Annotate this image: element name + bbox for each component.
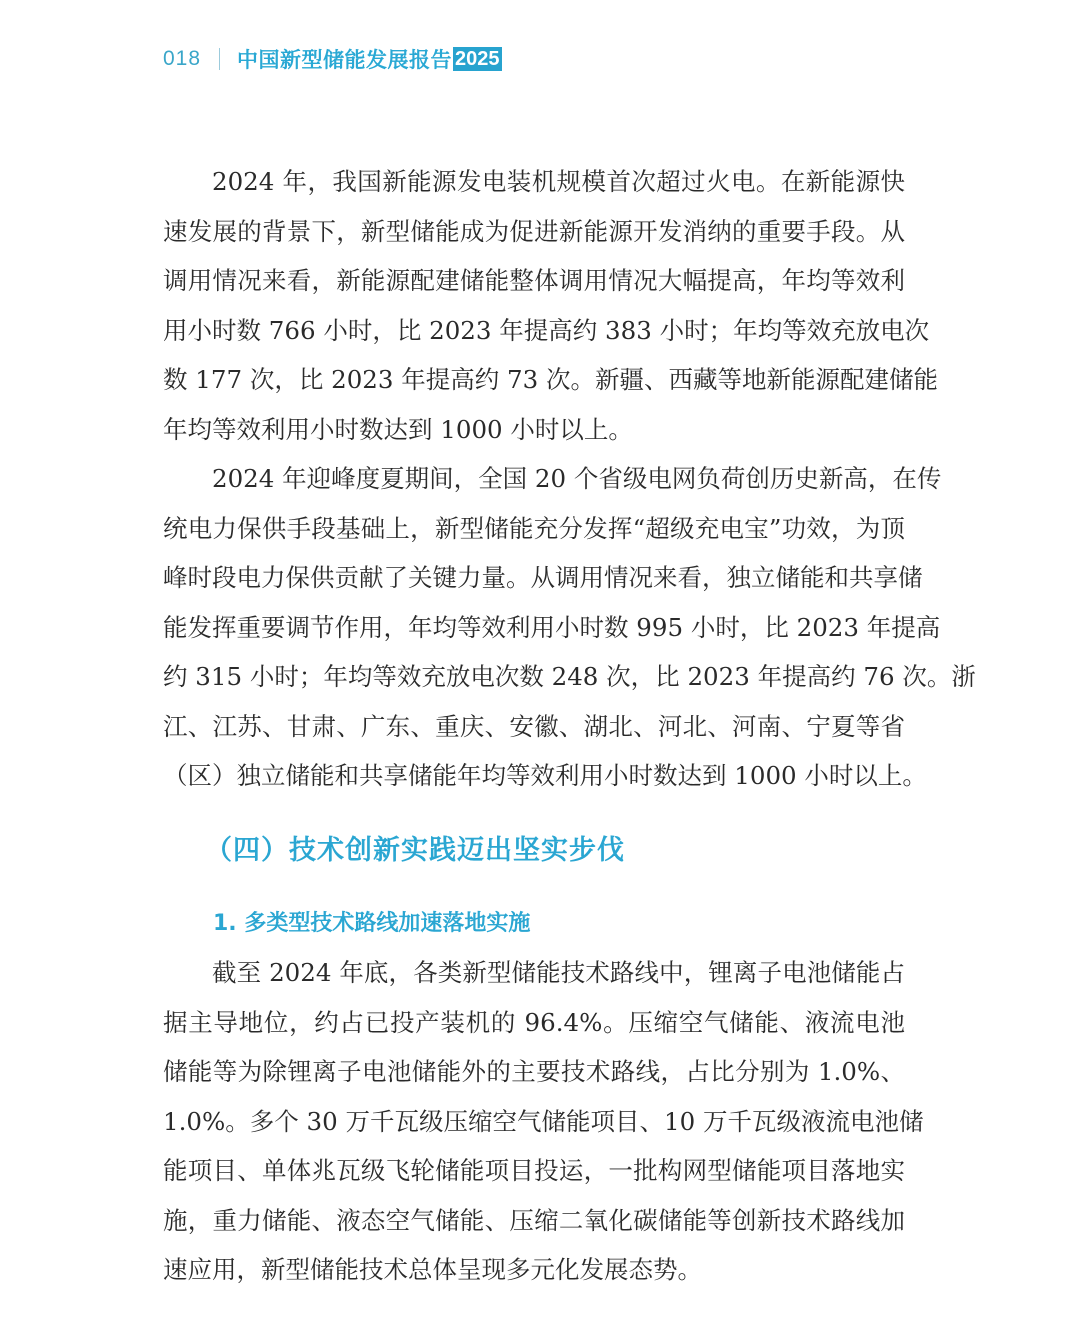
subsection-heading: 1. 多类型技术路线加速落地实施 xyxy=(213,911,531,936)
text-line: 统电力保供手段基础上，新型储能充分发挥“超级充电宝”功效，为顶 xyxy=(163,513,905,543)
text-line: 数 177 次，比 2023 年提高约 73 次。新疆、西藏等地新能源配建储能 xyxy=(163,365,939,394)
running-title: 中国新型储能发展报告 xyxy=(237,49,453,72)
text-line: 峰时段电力保供贡献了关键力量。从调用情况来看，独立储能和共享储 xyxy=(163,563,923,592)
section-heading: （四）技术创新实践迈出坚实步伐 xyxy=(205,835,625,866)
text-line: 施，重力储能、液态空气储能、压缩二氧化碳储能等创新技术路线加 xyxy=(163,1205,905,1235)
year-badge: 2025 xyxy=(455,48,500,70)
text-line: 年均等效利用小时数达到 1000 小时以上。 xyxy=(163,414,633,444)
page-number: 018 xyxy=(163,47,202,70)
paragraph-1 xyxy=(163,157,939,454)
header-divider xyxy=(219,48,220,70)
text-line: 速应用，新型储能技术总体呈现多元化发展态势。 xyxy=(163,1255,702,1284)
text-line: 储能等为除锂离子电池储能外的主要技术路线，占比分别为 1.0%、 xyxy=(163,1057,905,1086)
running-header xyxy=(163,44,502,74)
text-line: 截至 2024 年底，各类新型储能技术路线中，锂离子电池储能占 xyxy=(212,958,905,987)
text-line: 调用情况来看，新能源配建储能整体调用情况大幅提高，年均等效利 xyxy=(163,266,905,295)
text-line: 能发挥重要调节作用，年均等效利用小时数 995 小时，比 2023 年提高 xyxy=(163,612,941,642)
paragraph-3 xyxy=(163,948,924,1295)
text-line: 2024 年迎峰度夏期间，全国 20 个省级电网负荷创历史新高，在传 xyxy=(212,464,942,493)
paragraph-2 xyxy=(163,454,976,801)
text-line: 用小时数 766 小时，比 2023 年提高约 383 小时；年均等效充放电次 xyxy=(163,315,930,345)
text-line: （区）独立储能和共享储能年均等效利用小时数达到 1000 小时以上。 xyxy=(163,761,927,790)
text-line: 约 315 小时；年均等效充放电次数 248 次，比 2023 年提高约 76 次。浙 xyxy=(163,662,976,691)
text-line: 江、江苏、甘肃、广东、重庆、安徽、湖北、河北、河南、宁夏等省 xyxy=(163,711,905,741)
text-line: 能项目、单体兆瓦级飞轮储能项目投运，一批构网型储能项目落地实 xyxy=(163,1156,905,1185)
text-line: 速发展的背景下，新型储能成为促进新能源开发消纳的重要手段。从 xyxy=(163,216,905,246)
text-line: 1.0%。多个 30 万千瓦级压缩空气储能项目、10 万千瓦级液流电池储 xyxy=(163,1106,924,1136)
text-line: 据主导地位，约占已投产装机的 96.4%。压缩空气储能、液流电池 xyxy=(163,1007,905,1037)
text-line: 2024 年，我国新能源发电装机规模首次超过火电。在新能源快 xyxy=(212,167,905,196)
